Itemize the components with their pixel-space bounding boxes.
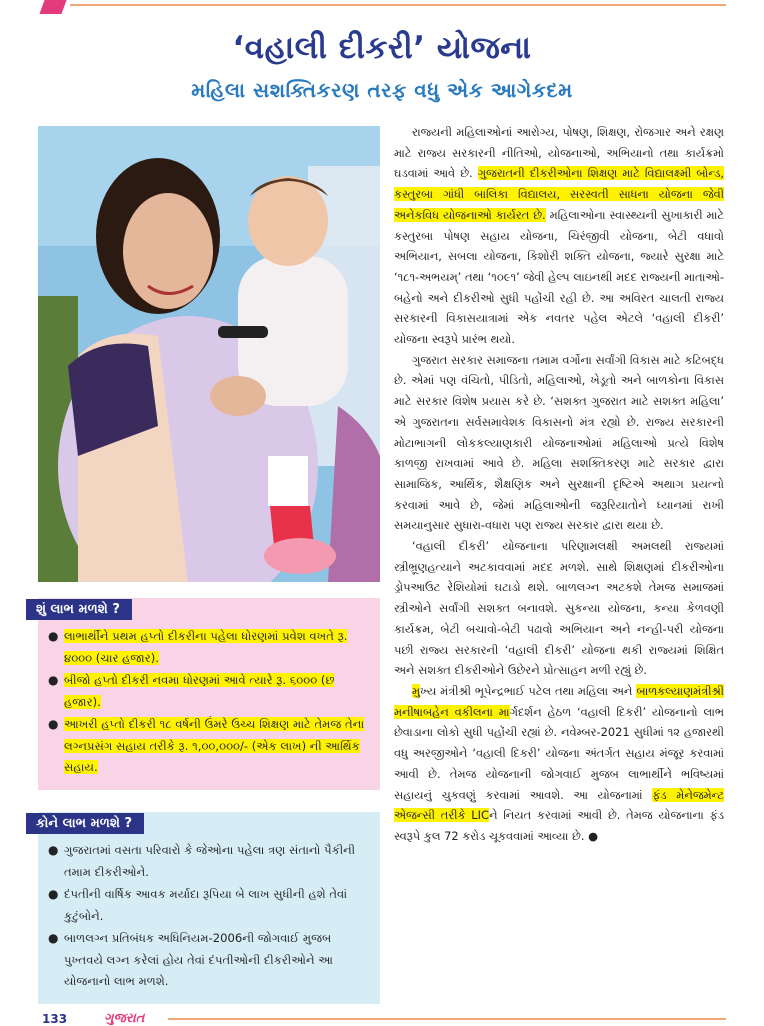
article-paragraph-2: ગુજરાત સરકાર સમાજના તમામ વર્ગોના સર્વાંગી વિકાસ માટે કટિબદ્ધ છે. એમાં પણ વંચિતો, પીડિતો, મહિલાઓ, ખેડૂતો અને બાળકોના વિકાસ માટે સરકાર વિશેષ પ્રયાસ કરે છે. ‘સશક્ત ગુજરાત માટે સશક્ત મહિલા’ એ ગુજરાતના સર્વસમાવેશક વિકાસનો મંત્ર રહ્યો છે. રાજ્ય સરકારની મોટાભાગની લોકકલ્યાણકારી યોજનાઓમાં મહિલાઓ પ્રત્યે વિશેષ કાળજી રાખવામાં આવે છે. મહિલા સશક્તિકરણ માટે સરકાર દ્વારા સામાજિક, આર્થિક, શૈક્ષણિક અને સુરક્ષાની દૃષ્ટિએ અથાગ પ્રયત્નો કરવામાં આવે છે, જેમાં મહિલાઓની જરૂરિયાતોને ધ્યાનમાં રાખી સમયાનુસાર સુધારા-વધારા પણ રાજ્ય સરકાર દ્વારા થયા છે.	[394, 352, 724, 533]
eligibility-heading: કોને લાભ મળશે ?	[26, 813, 144, 834]
eligibility-box	[38, 812, 380, 1004]
footer-divider	[168, 1018, 726, 1020]
list-item: ● દંપતીની વાર્ષિક આવક મર્યાદા રૂપિયા બે લાખ સુધીની હશે તેવાં કુટુંબોને.	[48, 884, 374, 927]
list-item: ● બાળલગ્ન પ્રતિબંધક અધિનિયમ-2006ની જોગવાઈ મુજબ પુખ્તવયે લગ્ન કરેલાં હોય તેવાં દંપતીઓની દીકરીઓને આ યોજનાનો લાભ મળશે.	[48, 928, 374, 993]
bullet-icon: ●	[48, 717, 59, 731]
benefits-box	[38, 598, 380, 790]
list-item: ● બીજો હપ્તો દીકરી નવમા ધોરણમાં આવે ત્યારે રૂ. ૬૦૦૦ (છ હજાર).	[48, 670, 374, 713]
page-title: ‘વહાલી દીકરી’ યોજના	[232, 30, 532, 66]
list-item: ● લાભાર્થીને પ્રથમ હપ્તો દીકરીના પહેલા ધોરણમાં પ્રવેશ વખતે રૂ. ૪૦૦૦ (ચાર હજાર).	[48, 626, 374, 669]
top-rule	[0, 0, 764, 18]
brand-mark	[39, 0, 66, 14]
page-footer	[0, 1012, 764, 1024]
highlight-text: ફંડ મેનેજમેન્ટ એજન્સી તરીકે LIC	[394, 787, 724, 823]
bullet-icon: ●	[48, 843, 59, 857]
benefits-list	[38, 626, 380, 779]
page-number: 133	[42, 1012, 68, 1026]
highlight-text: ગુજરાતની દીકરીઓના શિક્ષણ માટે વિદ્યાલક્ષ્મી બોન્ડ, કસ્તુરબા ગાંધી બાલિકા વિદ્યાલય, સરસ્વતી સાધના યોજના જેવી અનેકવિધ યોજનાઓ કાર્યરત છે.	[394, 166, 724, 222]
bullet-icon: ●	[48, 629, 59, 643]
list-item: ● ગુજરાતમાં વસતા પરિવારો કે જેઓના પહેલા ત્રણ સંતાનો પૈકીની તમામ દીકરીઓને.	[48, 840, 374, 883]
highlight-text: મુ	[412, 683, 421, 698]
article-paragraph-3: ‘વહાલી દીકરી’ યોજનાના પરિણામલક્ષી અમલથી રાજ્યમાં સ્ત્રીભ્રૂણહત્યાને અટકાવવામાં મદદ મળશે. સાથે શિક્ષણમાં દીકરીઓના ડ્રોપઆઉટ રેશિયોમાં ઘટાડો થશે. બાળલગ્ન અટકશે તેમજ સમાજમાં સ્ત્રીઓને સર્વાંગી સશક્ત બનાવશે. સુકન્યા યોજના, કન્યા કેળવણી કાર્યક્રમ, બેટી બચાવો-બેટી પઢાવો અભિયાન અને નન્હી-પરી યોજના પછી રાજ્ય સરકારની ‘વહાલી દીકરી’ યોજના થકી રાજ્યમાં શિક્ષિત અને સશક્ત દીકરીઓને ઉછેરને પ્રોત્સાહન મળી રહ્યું છે.	[394, 539, 724, 678]
article-body	[394, 122, 724, 847]
list-item: ● આખરી હપ્તો દીકરી ૧૮ વર્ષની ઉંમરે ઉચ્ચ શિક્ષણ માટે તેમજ તેના લગ્નપ્રસંગ સહાય તરીકે રૂ. ૧,૦૦,૦૦૦/- (એક લાખ) ની આર્થિક સહાય.	[48, 714, 374, 779]
benefits-heading: શું લાભ મળશે ?	[26, 599, 132, 620]
eligibility-list	[38, 840, 380, 993]
highlight-text: બાળકલ્યાણમંત્રીશ્રી મનીષાબહેન વકીલના મા	[394, 683, 724, 719]
article-photo	[38, 126, 380, 582]
article-paragraph-1: રાજ્યની મહિલાઓનાં આરોગ્ય, પોષણ, શિક્ષણ, રોજગાર અને રક્ષણ માટે રાજ્ય સરકારની નીતિઓ, યોજનાઓ, અભિયાનો તથા કાર્યક્રમો ઘડવામાં આવે છે. ગુજરાતની દીકરીઓના શિક્ષણ માટે વિદ્યાલક્ષ્મી બોન્ડ, કસ્તુરબા ગાંધી બાલિકા વિદ્યાલય, સરસ્વતી સાધના યોજના જેવી અનેકવિધ યોજનાઓ કાર્યરત છે. મહિલાઓના સ્વાસ્થ્યની સુખાકારી માટે કસ્તુરબા પોષણ સહાય યોજના, ચિરંજીવી યોજના, બેટી વધાવો અભિયાન, સબલા યોજના, કિશોરી શક્તિ યોજના, જ્યારે સુરક્ષા માટે ‘૧૮૧-અભયમ્’ તથા ‘૧૦૯૧’ જેવી હેલ્પ લાઇનથી મદદ રાજ્યની માતાઓ-બહેનો અને દીકરીઓ સુધી પહોંચી રહી છે. આ અવિરત ચાલતી રાજ્ય સરકારની વિકાસયાત્રામાં એક નવતર પહેલ એટલે ‘વહાલી દીકરી’ યોજના સ્વરૂપે પ્રારંભ થયો.	[394, 125, 724, 347]
magazine-name: ગુજરાત	[104, 1011, 145, 1026]
bullet-icon: ●	[48, 673, 59, 687]
bullet-icon: ●	[48, 931, 59, 945]
article-paragraph-4: મુખ્ય મંત્રીશ્રી ભૂપેન્દ્રભાઈ પટેલ તથા મહિલા અને બાળકલ્યાણમંત્રીશ્રી મનીષાબહેન વકીલના માર્ગદર્શન હેઠળ ‘વહાલી દિકરી’ યોજનાનો લાભ છેવાડાના લોકો સુધી પહોંચી રહ્યાં છે. નવેમ્બર-2021 સુધીમાં ૧૨ હજારથી વધુ અરજીઓને ‘વહાલી દિકરી’ યોજના અંતર્ગત સહાય મંજૂર કરવામાં આવી છે. તેમજ યોજનાની જોગવાઈ મુજબ લાભાર્થીને ભવિષ્યમાં સહાયનું ચુકવણું કરવામાં આવશે. આ યોજનામાં ફંડ મેનેજમેન્ટ એજન્સી તરીકે LICને નિયત કરવામાં આવી છે. તેમજ યોજનાના ફંડ સ્વરૂપે કુલ 72 કરોડ ચૂકવવામાં આવ્યા છે. ●	[394, 683, 724, 843]
photo-illustration	[38, 126, 380, 582]
bullet-icon: ●	[48, 887, 59, 901]
page-subtitle: મહિલા સશક્તિકરણ તરફ વધુ એક આગેકદમ	[191, 78, 573, 102]
top-divider	[70, 4, 726, 6]
